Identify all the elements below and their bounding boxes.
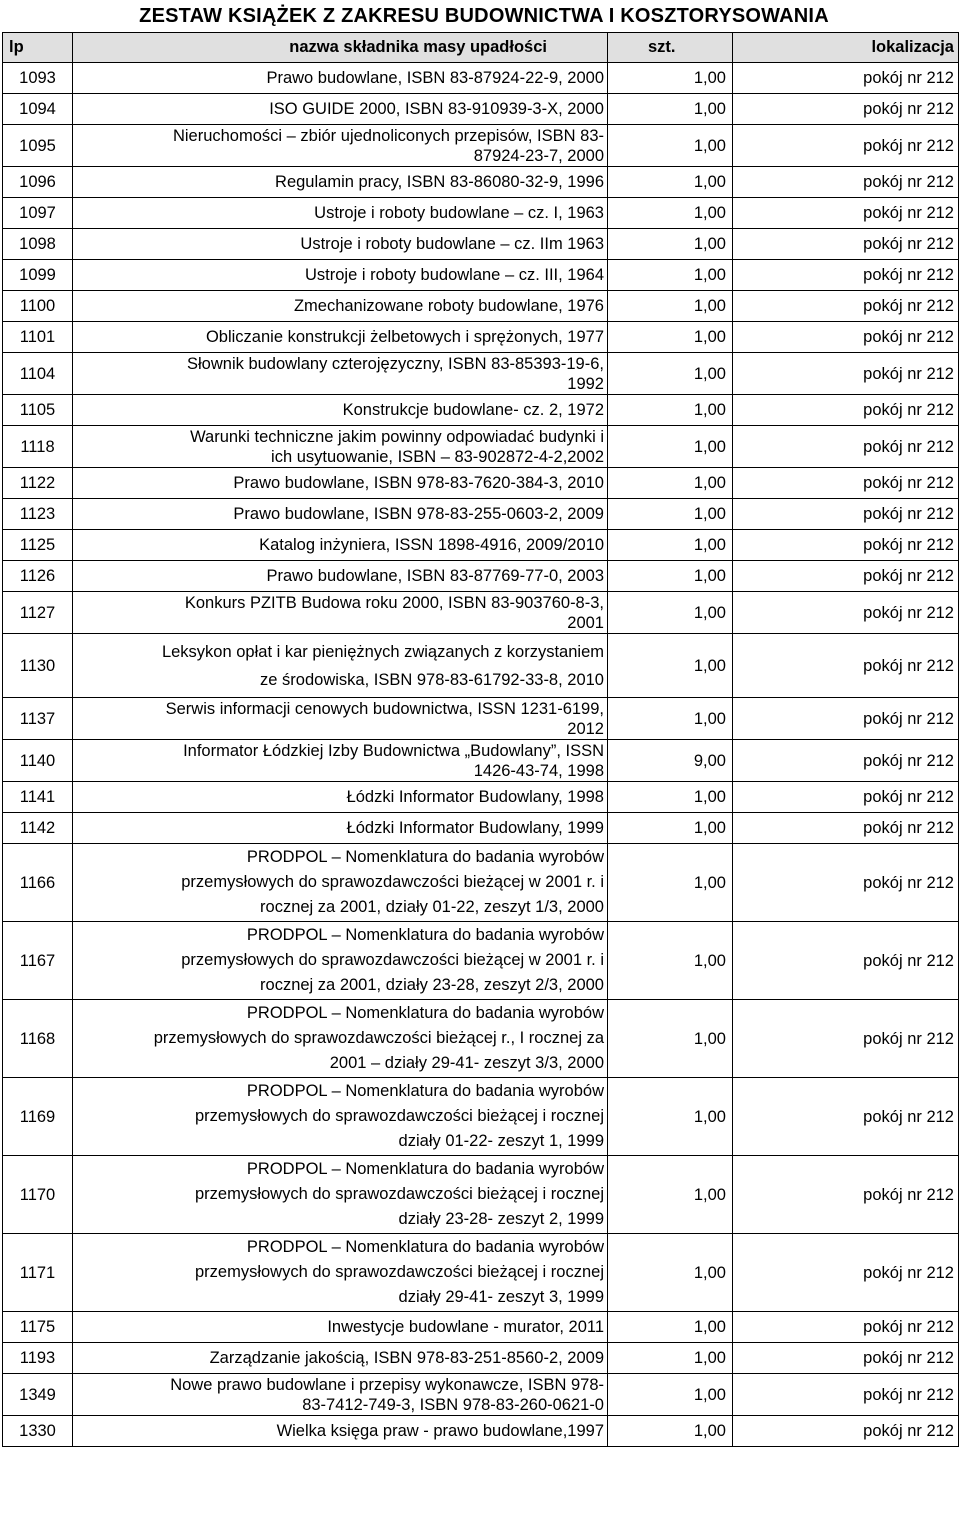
cell-qty: 1,00 [608,229,733,260]
cell-location: pokój nr 212 [733,125,959,167]
cell-qty: 1,00 [608,167,733,198]
cell-qty: 1,00 [608,322,733,353]
cell-qty: 1,00 [608,1416,733,1447]
cell-name [73,1078,608,1156]
cell-qty: 1,00 [608,94,733,125]
cell-location: pokój nr 212 [733,1000,959,1078]
cell-lp: 1099 [3,260,73,291]
cell-qty: 1,00 [608,1312,733,1343]
table-row [3,167,959,198]
cell-lp: 1171 [3,1234,73,1312]
cell-lp: 1123 [3,499,73,530]
cell-qty: 1,00 [608,1000,733,1078]
cell-name [73,198,608,229]
cell-location: pokój nr 212 [733,813,959,844]
table-row [3,634,959,698]
table-row [3,1078,959,1156]
cell-lp: 1094 [3,94,73,125]
cell-name-line: Prawo budowlane, ISBN 83-87769-77-0, 2003 [266,567,604,585]
cell-location: pokój nr 212 [733,530,959,561]
cell-name [73,353,608,395]
table-row [3,922,959,1000]
cell-name-line: Łódzki Informator Budowlany, 1998 [346,788,604,806]
cell-lp: 1166 [3,844,73,922]
cell-location: pokój nr 212 [733,698,959,740]
cell-name [73,698,608,740]
cell-qty: 1,00 [608,198,733,229]
cell-name-line: Prawo budowlane, ISBN 978-83-7620-384-3, 2010 [233,474,604,492]
cell-name-line: Ustroje i roboty budowlane – cz. IIm 1963 [300,235,604,253]
cell-qty: 1,00 [608,125,733,167]
table-row [3,291,959,322]
cell-location: pokój nr 212 [733,782,959,813]
cell-qty: 1,00 [608,698,733,740]
cell-name-line: przemysłowych do sprawozdawczości bieżącej i rocznej [195,1107,604,1125]
cell-lp: 1096 [3,167,73,198]
cell-lp: 1169 [3,1078,73,1156]
cell-qty: 1,00 [608,63,733,94]
cell-qty: 1,00 [608,291,733,322]
cell-name-line: PRODPOL – Nomenklatura do badania wyrobów [246,848,604,866]
cell-name [73,530,608,561]
cell-name-line: ich usytuowanie, ISBN – 83-902872-4-2,2002 [271,447,604,466]
cell-location: pokój nr 212 [733,1416,959,1447]
cell-qty: 1,00 [608,395,733,426]
cell-location: pokój nr 212 [733,1374,959,1416]
cell-qty: 1,00 [608,530,733,561]
cell-name-line: rocznej za 2001, działy 01-22, zeszyt 1/3, 2000 [260,898,604,916]
cell-name-line: Prawo budowlane, ISBN 83-87924-22-9, 2000 [266,69,604,87]
cell-name-line: Łódzki Informator Budowlany, 1999 [346,819,604,837]
cell-location: pokój nr 212 [733,353,959,395]
table-row [3,395,959,426]
cell-qty: 1,00 [608,499,733,530]
sheet-title: ZESTAW KSIĄŻEK Z ZAKRESU BUDOWNICTWA I KOSZTORYSOWANIA [139,5,829,27]
cell-lp: 1097 [3,198,73,229]
cell-name [73,634,608,698]
cell-name [73,1312,608,1343]
cell-name [73,468,608,499]
cell-qty: 9,00 [608,740,733,782]
cell-name [73,561,608,592]
table-row [3,561,959,592]
cell-location: pokój nr 212 [733,395,959,426]
cell-location: pokój nr 212 [733,260,959,291]
cell-location: pokój nr 212 [733,1343,959,1374]
cell-name-line: PRODPOL – Nomenklatura do badania wyrobów [246,1238,604,1256]
cell-location: pokój nr 212 [733,922,959,1000]
cell-qty: 1,00 [608,468,733,499]
cell-name [73,63,608,94]
cell-name [73,291,608,322]
cell-name-line: 2001 [567,613,604,632]
cell-name-line: działy 01-22- zeszyt 1, 1999 [398,1132,604,1150]
table-row [3,1416,959,1447]
cell-location: pokój nr 212 [733,63,959,94]
cell-location: pokój nr 212 [733,322,959,353]
cell-location: pokój nr 212 [733,1234,959,1312]
cell-lp: 1118 [3,426,73,468]
cell-name-line: rocznej za 2001, działy 23-28, zeszyt 2/3, 2000 [260,976,604,994]
cell-name-line: PRODPOL – Nomenklatura do badania wyrobów [246,1082,604,1100]
cell-name-line: Serwis informacji cenowych budownictwa, ISSN 1231-6199, [165,699,604,718]
cell-name [73,844,608,922]
header-qty: szt. [608,33,733,63]
table-row [3,125,959,167]
cell-qty: 1,00 [608,844,733,922]
cell-lp: 1122 [3,468,73,499]
cell-name-line: Inwestycje budowlane - murator, 2011 [327,1318,604,1336]
cell-name-line: ISO GUIDE 2000, ISBN 83-910939-3-X, 2000 [269,100,604,118]
cell-name [73,1343,608,1374]
cell-name-line: Ustroje i roboty budowlane – cz. III, 1964 [305,266,604,284]
cell-name-line: Regulamin pracy, ISBN 83-86080-32-9, 1996 [275,173,604,191]
cell-location: pokój nr 212 [733,468,959,499]
table-row [3,198,959,229]
cell-qty: 1,00 [608,782,733,813]
cell-location: pokój nr 212 [733,426,959,468]
cell-qty: 1,00 [608,1078,733,1156]
cell-location: pokój nr 212 [733,592,959,634]
cell-name [73,260,608,291]
cell-lp: 1137 [3,698,73,740]
cell-name-line: Zmechanizowane roboty budowlane, 1976 [293,297,604,315]
table-row [3,530,959,561]
table-row [3,1000,959,1078]
cell-name-line: ze środowiska, ISBN 978-83-61792-33-8, 2010 [260,670,604,689]
cell-name-line: 1992 [567,374,604,393]
cell-location: pokój nr 212 [733,198,959,229]
cell-name-line: Katalog inżyniera, ISSN 1898-4916, 2009/2010 [259,536,604,554]
cell-location: pokój nr 212 [733,634,959,698]
header-name: nazwa składnika masy upadłości [73,33,608,63]
cell-name [73,395,608,426]
cell-name-line: 2001 – działy 29-41- zeszyt 3/3, 2000 [329,1054,604,1072]
cell-location: pokój nr 212 [733,1312,959,1343]
cell-name-line: Prawo budowlane, ISBN 978-83-255-0603-2, 2009 [233,505,604,523]
cell-name-line: przemysłowych do sprawozdawczości bieżącej w 2001 r. i [181,951,604,969]
cell-name [73,1156,608,1234]
header-location: lokalizacja [733,33,959,63]
cell-name [73,1000,608,1078]
cell-location: pokój nr 212 [733,94,959,125]
cell-name-line: przemysłowych do sprawozdawczości bieżącej i rocznej [195,1185,604,1203]
table-row [3,782,959,813]
cell-lp: 1101 [3,322,73,353]
cell-lp: 1098 [3,229,73,260]
cell-name [73,1234,608,1312]
cell-lp: 1104 [3,353,73,395]
table-row [3,592,959,634]
cell-name-line: 2012 [567,719,604,738]
cell-qty: 1,00 [608,813,733,844]
inventory-table [2,32,959,1447]
cell-location: pokój nr 212 [733,167,959,198]
cell-name [73,1416,608,1447]
cell-lp: 1349 [3,1374,73,1416]
cell-name [73,94,608,125]
header-row [3,33,959,63]
cell-qty: 1,00 [608,922,733,1000]
cell-lp: 1175 [3,1312,73,1343]
table-row [3,322,959,353]
cell-name [73,426,608,468]
cell-name [73,229,608,260]
table-row [3,353,959,395]
cell-name-line: Nieruchomości – zbiór ujednoliconych przepisów, ISBN 83- [172,126,604,145]
table-row [3,94,959,125]
table-row [3,1234,959,1312]
cell-qty: 1,00 [608,1156,733,1234]
cell-name-line: przemysłowych do sprawozdawczości bieżącej w 2001 r. i [181,873,604,891]
cell-qty: 1,00 [608,260,733,291]
cell-name-line: 83-7412-749-3, ISBN 978-83-260-0621-0 [302,1395,604,1414]
table-row [3,229,959,260]
cell-name-line: działy 29-41- zeszyt 3, 1999 [398,1288,604,1306]
cell-name-line: Warunki techniczne jakim powinny odpowiadać budynki i [190,427,604,446]
cell-lp: 1126 [3,561,73,592]
table-row [3,426,959,468]
cell-name-line: Konstrukcje budowlane- cz. 2, 1972 [342,401,604,419]
cell-name-line: PRODPOL – Nomenklatura do badania wyrobów [246,1004,604,1022]
cell-lp: 1330 [3,1416,73,1447]
header-lp: lp [3,33,73,63]
cell-name [73,167,608,198]
cell-lp: 1142 [3,813,73,844]
cell-lp: 1127 [3,592,73,634]
cell-name [73,1374,608,1416]
cell-name-line: Nowe prawo budowlane i przepisy wykonawcze, ISBN 978- [170,1375,604,1394]
cell-lp: 1140 [3,740,73,782]
table-row [3,844,959,922]
table-row [3,1374,959,1416]
cell-name-line: przemysłowych do sprawozdawczości bieżącej r., I rocznej za [153,1029,604,1047]
cell-qty: 1,00 [608,1374,733,1416]
cell-lp: 1093 [3,63,73,94]
cell-name [73,125,608,167]
cell-qty: 1,00 [608,1234,733,1312]
table-row [3,499,959,530]
cell-name-line: 87924-23-7, 2000 [473,146,604,165]
cell-location: pokój nr 212 [733,1078,959,1156]
cell-location: pokój nr 212 [733,561,959,592]
cell-name [73,740,608,782]
cell-name-line: Ustroje i roboty budowlane – cz. I, 1963 [314,204,604,222]
table-row [3,698,959,740]
cell-name-line: przemysłowych do sprawozdawczości bieżącej i rocznej [195,1263,604,1281]
cell-qty: 1,00 [608,1343,733,1374]
cell-lp: 1125 [3,530,73,561]
cell-qty: 1,00 [608,426,733,468]
cell-location: pokój nr 212 [733,844,959,922]
cell-name-line: Wielka księga praw - prawo budowlane,1997 [276,1422,604,1440]
cell-lp: 1105 [3,395,73,426]
table-row [3,1312,959,1343]
cell-location: pokój nr 212 [733,499,959,530]
cell-lp: 1193 [3,1343,73,1374]
cell-name [73,322,608,353]
table-row [3,260,959,291]
cell-name-line: 1426-43-74, 1998 [473,761,604,780]
cell-location: pokój nr 212 [733,740,959,782]
cell-location: pokój nr 212 [733,229,959,260]
cell-qty: 1,00 [608,561,733,592]
cell-qty: 1,00 [608,634,733,698]
cell-lp: 1095 [3,125,73,167]
cell-lp: 1100 [3,291,73,322]
cell-name-line: działy 23-28- zeszyt 2, 1999 [398,1210,604,1228]
cell-lp: 1170 [3,1156,73,1234]
cell-lp: 1168 [3,1000,73,1078]
cell-name [73,782,608,813]
cell-location: pokój nr 212 [733,1156,959,1234]
table-row [3,63,959,94]
cell-name-line: Zarządzanie jakością, ISBN 978-83-251-8560-2, 2009 [209,1349,604,1367]
table-row [3,740,959,782]
table-row [3,1343,959,1374]
cell-name-line: Informator Łódzkiej Izby Budownictwa „Budowlany”, ISSN [183,741,604,760]
cell-name [73,922,608,1000]
cell-lp: 1141 [3,782,73,813]
table-row [3,1156,959,1234]
cell-name-line: PRODPOL – Nomenklatura do badania wyrobów [246,926,604,944]
table-body [3,63,959,1447]
table-row [3,813,959,844]
cell-name-line: PRODPOL – Nomenklatura do badania wyrobów [246,1160,604,1178]
cell-lp: 1167 [3,922,73,1000]
cell-name-line: Słownik budowlany czterojęzyczny, ISBN 83-85393-19-6, [187,354,604,373]
table-row [3,468,959,499]
cell-qty: 1,00 [608,592,733,634]
cell-location: pokój nr 212 [733,291,959,322]
cell-name [73,813,608,844]
cell-name [73,499,608,530]
cell-qty: 1,00 [608,353,733,395]
cell-name-line: Konkurs PZITB Budowa roku 2000, ISBN 83-903760-8-3, [184,593,604,612]
cell-name [73,592,608,634]
cell-lp: 1130 [3,634,73,698]
cell-name-line: Obliczanie konstrukcji żelbetowych i sprężonych, 1977 [205,328,604,346]
cell-name-line: Leksykon opłat i kar pieniężnych związanych z korzystaniem [161,642,604,661]
